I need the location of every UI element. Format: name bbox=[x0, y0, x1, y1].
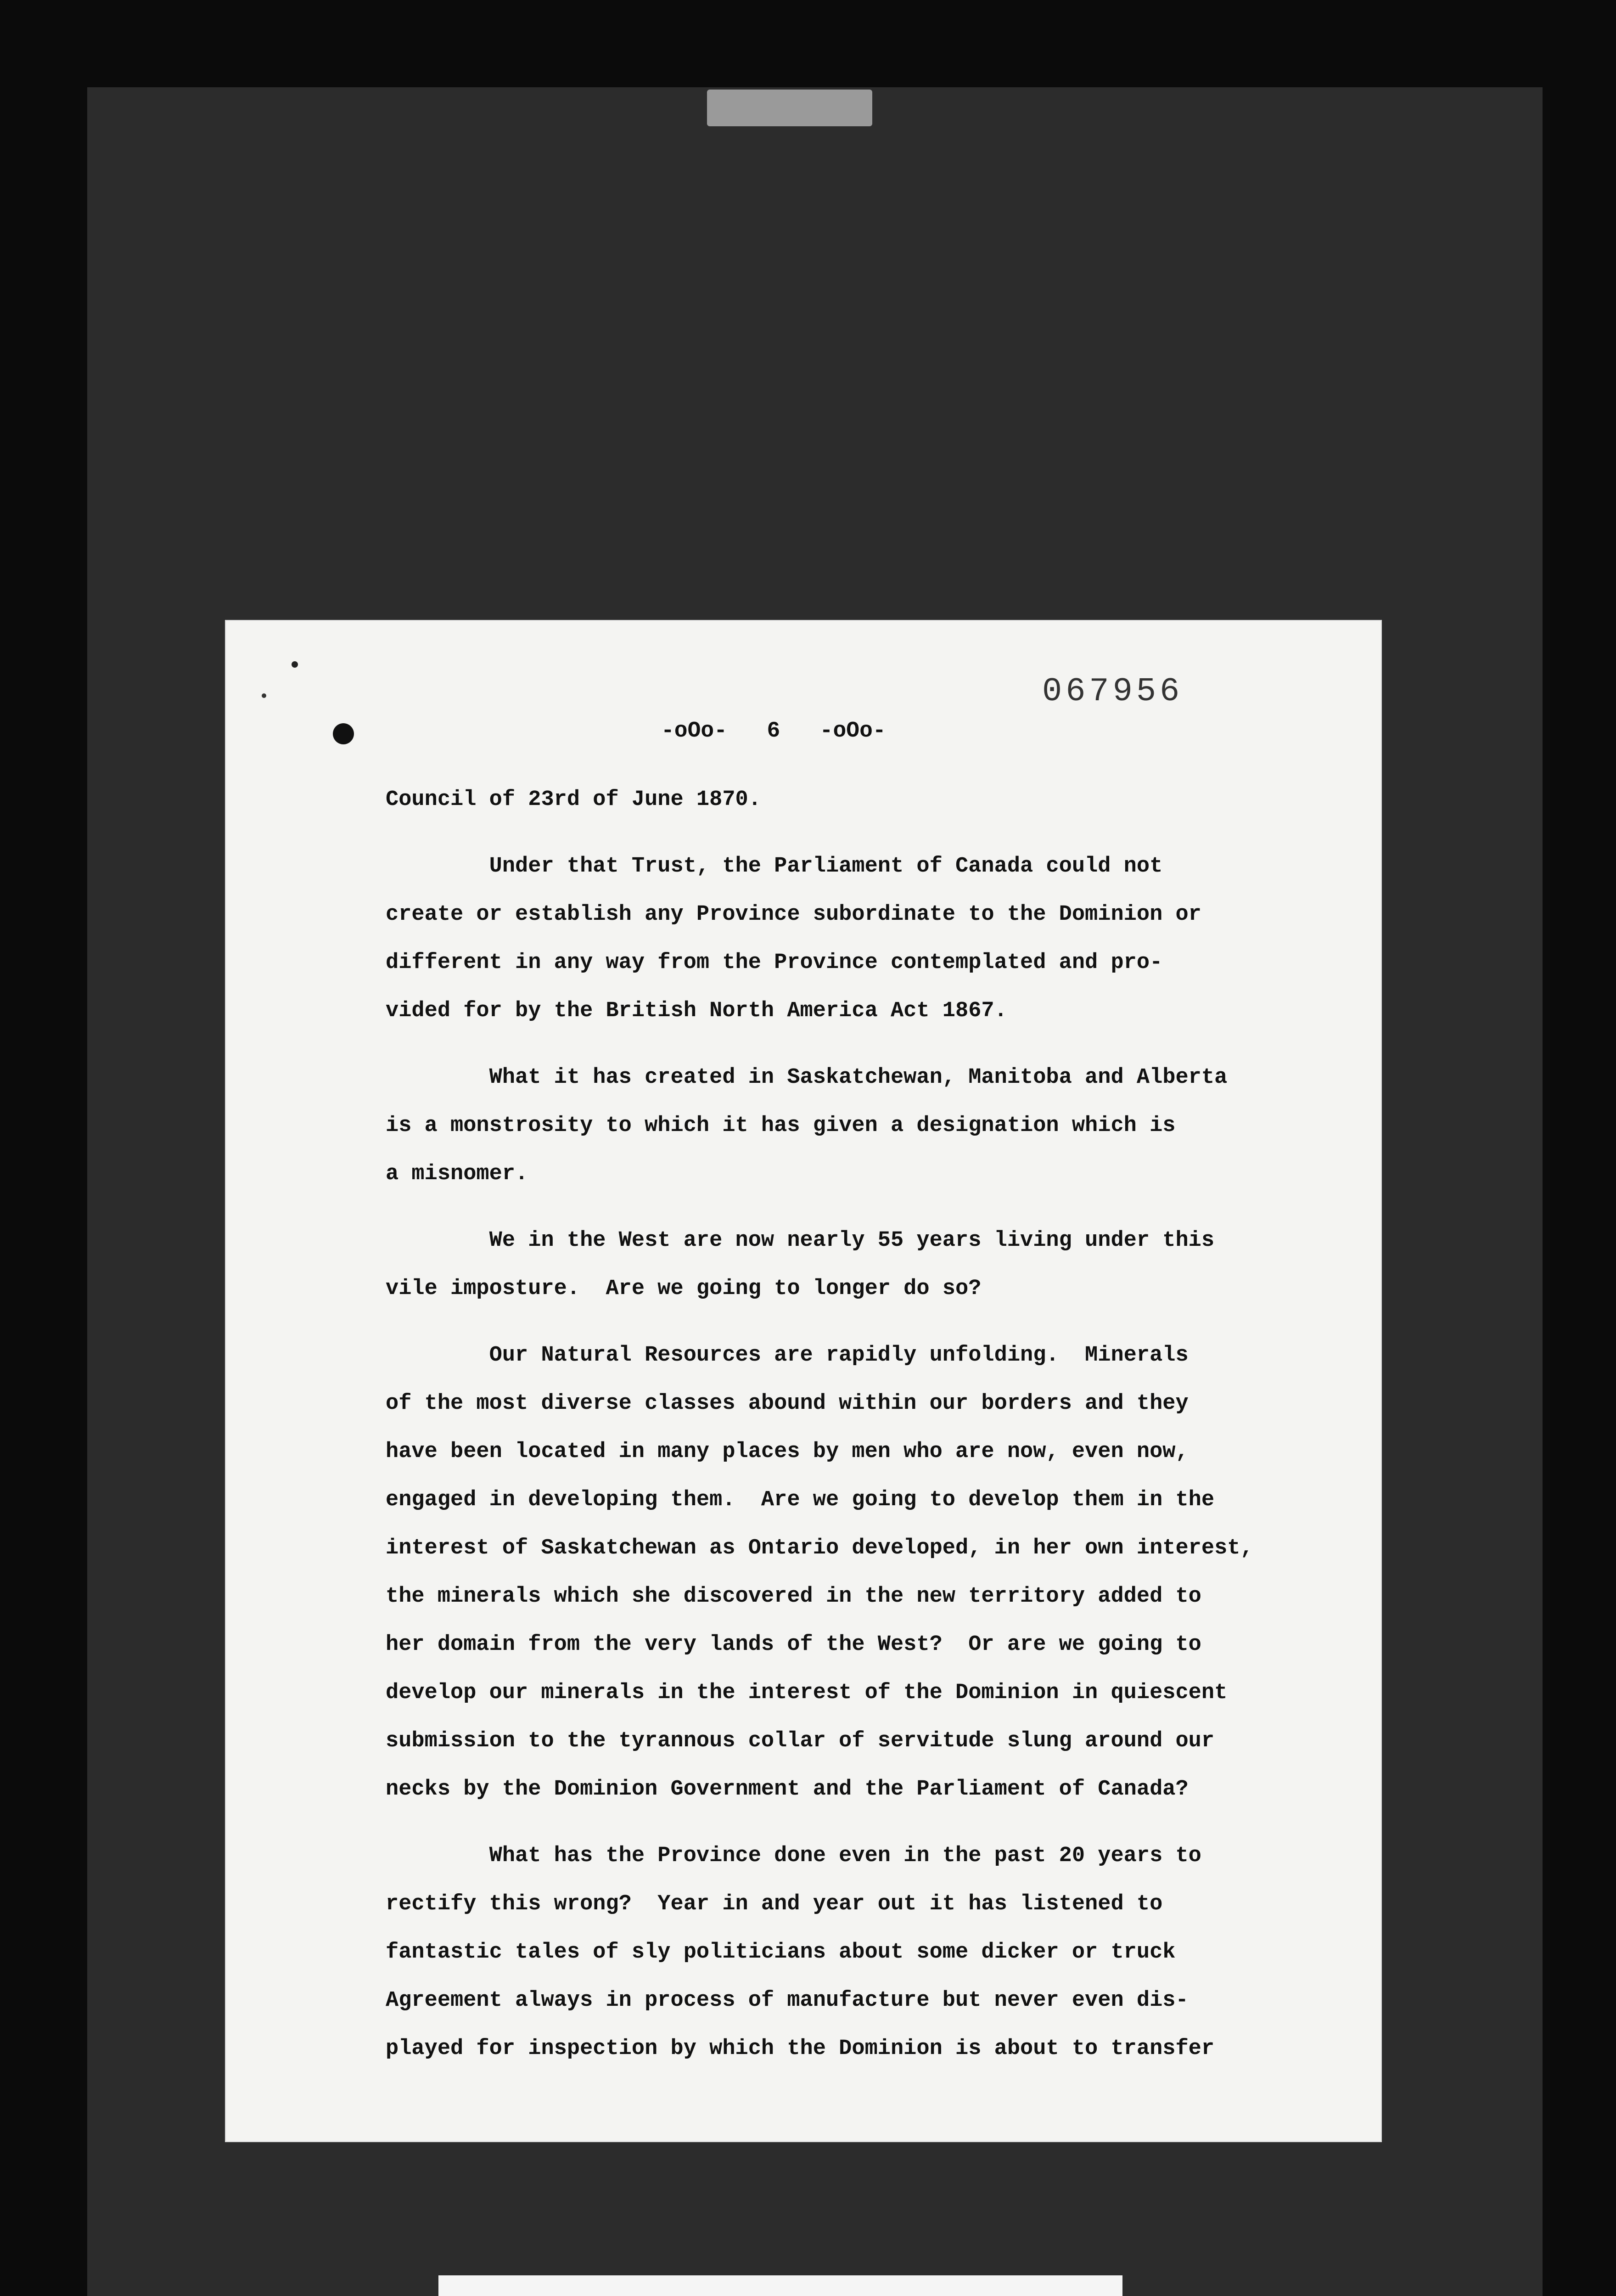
text-line: interest of Saskatchewan as Ontario developed, in her own interest, bbox=[386, 1536, 1253, 1560]
text-line: fantastic tales of sly politicians about some dicker or truck bbox=[386, 1940, 1176, 1964]
collection-caption bbox=[438, 2275, 1122, 2296]
text-line: create or establish any Province subordinate to the Dominion or bbox=[386, 902, 1201, 927]
text-line: the minerals which she discovered in the new territory added to bbox=[386, 1584, 1201, 1609]
punch-mark bbox=[292, 661, 298, 668]
text-line: played for inspection by which the Dominion is about to transfer bbox=[386, 2037, 1215, 2061]
text-line: What has the Province done even in the past 20 years to bbox=[386, 1844, 1201, 1868]
text-line: engaged in developing them. Are we going to develop them in the bbox=[386, 1488, 1215, 1512]
text-line: What it has created in Saskatchewan, Manitoba and Alberta bbox=[386, 1065, 1228, 1090]
page-marker: -oOo- 6 -oOo- bbox=[661, 719, 886, 743]
text-line: her domain from the very lands of the West? Or are we going to bbox=[386, 1632, 1201, 1657]
punch-hole bbox=[333, 723, 354, 744]
text-line: submission to the tyrannous collar of servitude slung around our bbox=[386, 1729, 1215, 1753]
text-line: vile imposture. Are we going to longer do so? bbox=[386, 1277, 982, 1301]
text-line: Agreement always in process of manufacture but never even dis- bbox=[386, 1988, 1189, 2013]
document-page bbox=[225, 620, 1382, 2142]
text-line: Council of 23rd of June 1870. bbox=[386, 788, 761, 812]
text-line: vided for by the British North America Act 1867. bbox=[386, 999, 1007, 1023]
binder-clip bbox=[707, 90, 872, 126]
text-line: have been located in many places by men who are now, even now, bbox=[386, 1440, 1189, 1464]
text-line: Under that Trust, the Parliament of Canada could not bbox=[386, 854, 1163, 878]
text-line: Our Natural Resources are rapidly unfolding. Minerals bbox=[386, 1343, 1189, 1367]
punch-mark bbox=[262, 693, 266, 698]
text-line: different in any way from the Province contemplated and pro- bbox=[386, 951, 1163, 975]
text-line: a misnomer. bbox=[386, 1162, 528, 1186]
text-line: We in the West are now nearly 55 years living under this bbox=[386, 1228, 1215, 1253]
text-line: of the most diverse classes abound within our borders and they bbox=[386, 1391, 1189, 1416]
text-line: rectify this wrong? Year in and year out it has listened to bbox=[386, 1892, 1163, 1916]
document-number: 067956 bbox=[1042, 673, 1184, 710]
text-line: is a monstrosity to which it has given a designation which is bbox=[386, 1114, 1176, 1138]
text-line: develop our minerals in the interest of the Dominion in quiescent bbox=[386, 1681, 1228, 1705]
text-line: necks by the Dominion Government and the Parliament of Canada? bbox=[386, 1777, 1189, 1801]
